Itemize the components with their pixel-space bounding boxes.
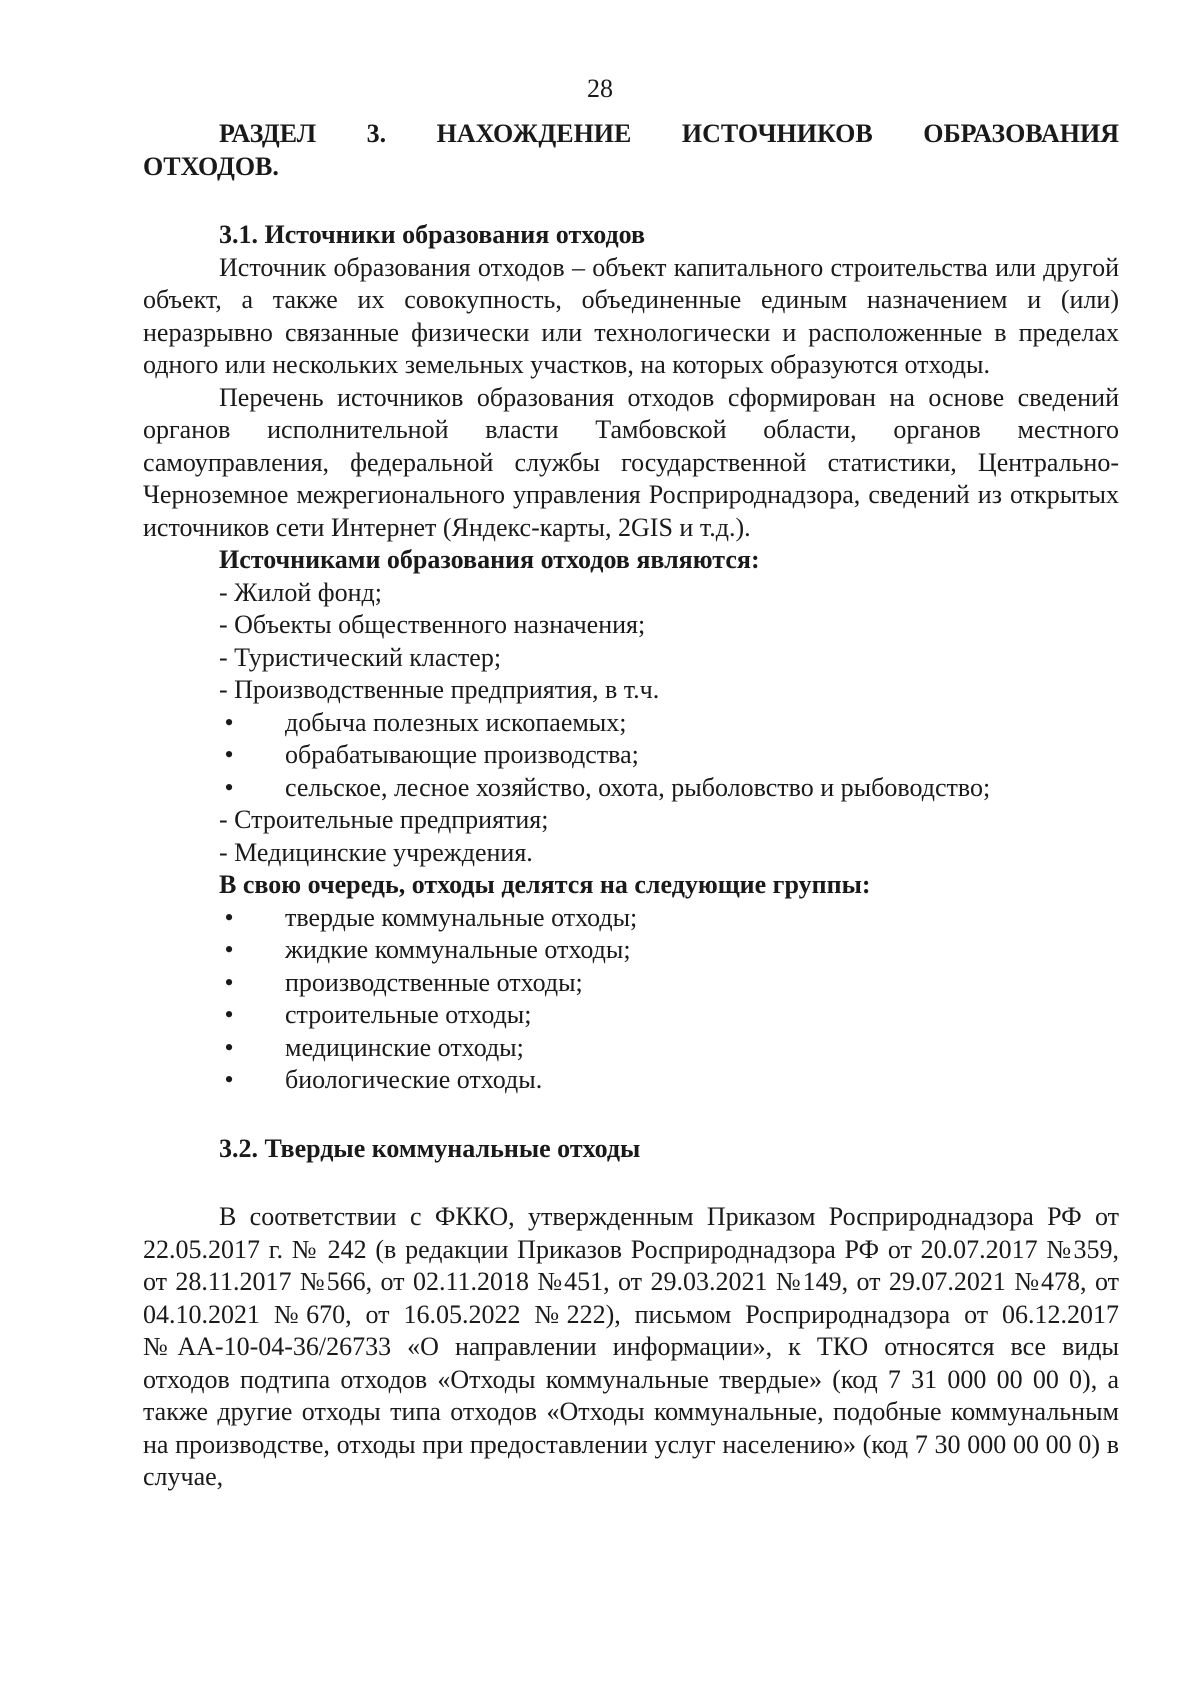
- spacer: [143, 1097, 1119, 1133]
- spacer: [143, 183, 1119, 219]
- bullet-list-item: [143, 707, 1119, 740]
- list-item: - Медицинские учреждения.: [219, 837, 533, 867]
- paragraph-source-list-basis: Перечень источников образования отходов сформирован на основе сведений органов исполнительной власти Тамбовской области, органов местного самоуправления, федеральной службы государственной статистики, Центрально-Черноземное межрегионального управления Росприроднадзора, сведений из открытых источников сети Интернет (Яндекс-карты, 2GIS и т.д.).: [143, 382, 1119, 542]
- bullet-text: обрабатывающие производства;: [285, 740, 639, 769]
- bullet-icon: •: [224, 1032, 234, 1062]
- bullet-text: сельское, лесное хозяйство, охота, рыболовство и рыбоводство;: [285, 772, 991, 802]
- list-item: - Жилой фонд;: [219, 577, 382, 607]
- bullet-icon: •: [224, 740, 234, 769]
- section-title: РАЗДЕЛ 3. НАХОЖДЕНИЕ ИСТОЧНИКОВ ОБРАЗОВАНИЯ ОТХОДОВ.: [143, 119, 1119, 181]
- subsection-title-3-1: 3.1. Источники образования отходов: [219, 220, 646, 249]
- bullet-icon: •: [224, 1000, 234, 1029]
- list-item: - Производственные предприятия, в т.ч.: [219, 675, 660, 704]
- paragraph-tko-definition: В соответствии с ФККО, утвержденным Приказом Росприроднадзора РФ от 22.05.2017 г. № 242 (в редакции Приказов Росприроднадзора РФ от 20.07.2017 №359, от 28.11.2017 №566, от 02.11.2018 №451, от 29.03.2021 №149, от 29.07.2021 №478, от 04.10.2021 №670, от 16.05.2022 №222), письмом Росприроднадзора от 06.12.2017 №АА-10-04-36/26733 «О направлении информации», к ТКО относятся все виды отходов подтипа отходов «Отходы коммунальные твердые» (код 7 31 000 00 00 0), а также другие отходы типа отходов «Отходы коммунальные, подобные коммунальным на производстве, отходы при предоставлении услуг населению» (код 7 30 000 00 00 0) в случае,: [143, 1202, 1119, 1491]
- bullet-list-item: [143, 902, 1119, 935]
- list-item: - Объекты общественного назначения;: [219, 610, 646, 639]
- bullet-list-item: [143, 772, 1119, 805]
- bullet-text: твердые коммунальные отходы;: [285, 902, 638, 932]
- bullet-icon: •: [224, 967, 234, 997]
- subsection-title-3-2: 3.2. Твердые коммунальные отходы: [219, 1133, 641, 1163]
- bullet-text: строительные отходы;: [285, 1000, 532, 1029]
- bullet-text: добыча полезных ископаемых;: [285, 707, 627, 737]
- groups-lead: В свою очередь, отходы делятся на следующие группы:: [219, 870, 871, 899]
- bullet-list-item: [143, 999, 1119, 1032]
- bullet-icon: •: [224, 935, 234, 964]
- bullet-list-item: [143, 1032, 1119, 1065]
- bullet-list-item: [143, 739, 1119, 772]
- page-number: 28: [587, 74, 613, 103]
- list-item: - Туристический кластер;: [219, 642, 502, 672]
- bullet-text: медицинские отходы;: [285, 1032, 524, 1062]
- sources-lead: Источниками образования отходов являются:: [219, 545, 760, 574]
- list-item: - Строительные предприятия;: [219, 805, 549, 834]
- paragraph-source-definition: Источник образования отходов – объект капитального строительства или другой объект, а также их совокупность, объединенные единым назначением и (или) неразрывно связанные физически или технологически и расположенные в пределах одного или нескольких земельных участков, на которых образуются отходы.: [143, 252, 1119, 379]
- bullet-icon: •: [224, 1065, 234, 1094]
- bullet-list-item: [143, 967, 1119, 1000]
- spacer: [143, 1165, 1119, 1201]
- bullet-text: жидкие коммунальные отходы;: [285, 935, 631, 964]
- page-content: [143, 118, 1119, 1494]
- bullet-list-item: [143, 934, 1119, 967]
- bullet-text: производственные отходы;: [285, 967, 583, 997]
- bullet-list-item: [143, 1064, 1119, 1097]
- bullet-icon: •: [224, 772, 234, 802]
- bullet-icon: •: [224, 707, 234, 737]
- bullet-icon: •: [224, 902, 234, 932]
- bullet-text: биологические отходы.: [285, 1065, 543, 1094]
